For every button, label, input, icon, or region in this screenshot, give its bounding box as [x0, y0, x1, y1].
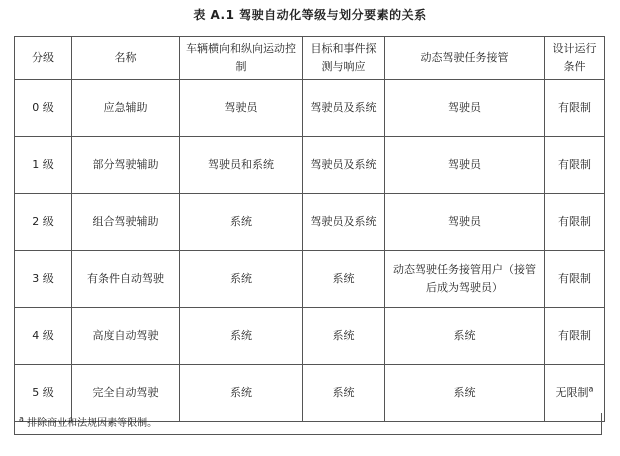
cell-name: 组合驾驶辅助 — [72, 194, 180, 251]
cell-odd: 有限制 — [545, 80, 605, 137]
cell-fallback: 系统 — [385, 365, 545, 422]
table-row — [15, 251, 605, 308]
cell-motion-control: 驾驶员 — [180, 80, 303, 137]
table-row — [15, 194, 605, 251]
footnote-text: 排除商业和法规因素等限制。 — [27, 418, 158, 429]
table-title: 表 A.1 驾驶自动化等级与划分要素的关系 — [193, 8, 427, 22]
cell-odd: 有限制 — [545, 194, 605, 251]
table-row — [15, 137, 605, 194]
cell-motion-control: 系统 — [180, 194, 303, 251]
table-header-row — [15, 37, 605, 80]
cell-detection-response: 系统 — [303, 251, 385, 308]
footnote-marker: a — [19, 414, 24, 424]
cell-level: 4 级 — [15, 308, 72, 365]
cell-detection-response: 系统 — [303, 365, 385, 422]
cell-odd: 无限制$^a$ — [545, 365, 605, 422]
cell-motion-control: 系统 — [180, 308, 303, 365]
cell-name: 应急辅助 — [72, 80, 180, 137]
cell-level: 1 级 — [15, 137, 72, 194]
header-detection-response: 目标和事件探测与响应 — [303, 37, 385, 80]
footnote-marker: a — [588, 384, 594, 394]
cell-name: 部分驾驶辅助 — [72, 137, 180, 194]
cell-name: 完全自动驾驶 — [72, 365, 180, 422]
cell-motion-control: 驾驶员和系统 — [180, 137, 303, 194]
header-motion-control: 车辆横向和纵向运动控制 — [180, 37, 303, 80]
automation-levels-table — [14, 36, 605, 422]
cell-motion-control: 系统 — [180, 251, 303, 308]
cell-odd: 有限制 — [545, 251, 605, 308]
cell-name: 有条件自动驾驶 — [72, 251, 180, 308]
cell-fallback: 动态驾驶任务接管用户（接管后成为驾驶员） — [385, 251, 545, 308]
cell-fallback: 驾驶员 — [385, 194, 545, 251]
header-name: 名称 — [72, 37, 180, 80]
cell-name: 高度自动驾驶 — [72, 308, 180, 365]
table-footnote — [14, 413, 602, 435]
cell-detection-response: 驾驶员及系统 — [303, 137, 385, 194]
cell-motion-control: 系统 — [180, 365, 303, 422]
cell-level: 5 级 — [15, 365, 72, 422]
cell-fallback: 驾驶员 — [385, 137, 545, 194]
cell-level: 0 级 — [15, 80, 72, 137]
cell-fallback: 驾驶员 — [385, 80, 545, 137]
cell-level: 2 级 — [15, 194, 72, 251]
header-fallback: 动态驾驶任务接管 — [385, 37, 545, 80]
cell-detection-response: 驾驶员及系统 — [303, 80, 385, 137]
table-row — [15, 80, 605, 137]
cell-odd: 有限制 — [545, 137, 605, 194]
header-odd: 设计运行条件 — [545, 37, 605, 80]
cell-odd: 有限制 — [545, 308, 605, 365]
cell-detection-response: 驾驶员及系统 — [303, 194, 385, 251]
cell-fallback: 系统 — [385, 308, 545, 365]
table-row — [15, 308, 605, 365]
header-level: 分级 — [15, 37, 72, 80]
cell-level: 3 级 — [15, 251, 72, 308]
cell-detection-response: 系统 — [303, 308, 385, 365]
